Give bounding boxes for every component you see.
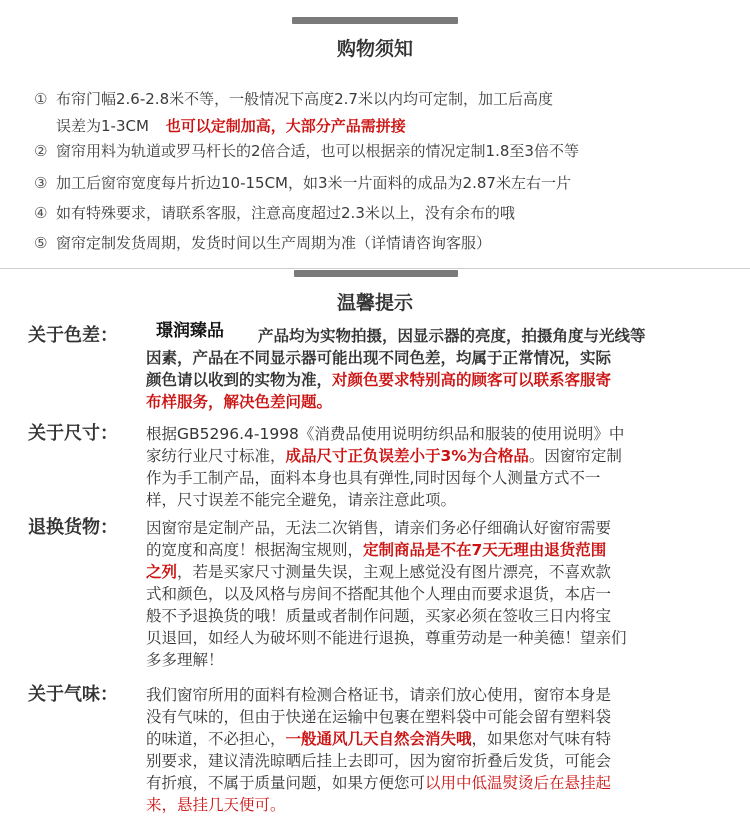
notice-text: 布帘门幅2.6-2.8米不等，一般情况下高度2.7米以内均可定制，加工后高度 <box>56 90 553 108</box>
brand-name: 璟润臻品 <box>156 321 224 341</box>
size-block <box>28 423 746 513</box>
notice-number: ⑤ <box>34 234 48 252</box>
returns-block <box>28 517 746 673</box>
color-highlight: 对颜色要求特别高的顾客可以联系客服寄 <box>332 371 612 389</box>
notice-number: ④ <box>34 204 48 222</box>
size-highlight: 成品尺寸正负误差小于3%为合格品 <box>285 447 529 465</box>
color-highlight-2: 布样服务，解决色差问题。 <box>146 393 333 411</box>
shopping-notice-title: 购物须知 <box>336 38 413 60</box>
returns-text-7: 多多理解！ <box>146 651 224 669</box>
notice-item-4 <box>34 200 734 227</box>
notice-highlight: 也可以定制加高，大部分产品需拼接 <box>165 117 406 135</box>
color-difference-block <box>28 321 746 415</box>
notice-number: ③ <box>34 174 48 192</box>
returns-text-3: ，若是买家尺寸测量失误，主观上感觉没有图片漂亮，不喜欢款 <box>177 563 612 581</box>
size-text-3: 作为手工制产品，面料本身也具有弹性,同时因每个人测量方式不一 <box>146 469 601 487</box>
color-text-2: 因素，产品在不同显示器可能出现不同色差，均属于正常情况，实际 <box>146 349 612 367</box>
returns-label: 退换货物： <box>28 517 118 538</box>
color-difference-label: 关于色差： <box>28 325 118 346</box>
smell-block <box>28 684 746 818</box>
notice-text: 加工后窗帘宽度每片折边10-15CM，如3米一片面料的成品为2.87米左右一片 <box>56 174 571 192</box>
smell-text-3: 的味道，不必担心， <box>146 730 286 748</box>
size-text-2b: 。因窗帘定制 <box>528 447 622 465</box>
notice-text: 窗帘定制发货周期，发货时间以生产周期为准（详情请咨询客服） <box>56 234 492 252</box>
color-text-3: 颜色请以收到的实物为准， <box>146 371 333 389</box>
section-rule <box>0 268 750 269</box>
returns-highlight: 定制商品是不在7天无理由退货范围 <box>363 541 607 559</box>
smell-text-4: 别要求，建议清洗晾晒后挂上去即可，因为窗帘折叠后发货，可能会 <box>146 752 612 770</box>
smell-text-1: 我们窗帘所用的面料有检测合格证书，请亲们放心使用，窗帘本身是 <box>146 686 612 704</box>
notice-text: 窗帘用料为轨道或罗马杆长的2倍合适，也可以根据亲的情况定制1.8至3倍不等 <box>56 142 579 160</box>
notice-item-1 <box>34 86 734 140</box>
returns-text-1: 因窗帘是定制产品，无法二次销售，请亲们务必仔细确认好窗帘需要 <box>146 519 612 537</box>
notice-item-2 <box>34 138 734 165</box>
smell-label: 关于气味： <box>28 684 118 705</box>
color-text-1: 产品均为实物拍摄，因显示器的亮度，拍摄角度与光线等 <box>258 327 646 345</box>
notice-number: ① <box>34 90 48 108</box>
notice-text: 如有特殊要求，请联系客服，注意高度超过2.3米以上，没有余布的哦 <box>56 204 515 222</box>
size-text-1: 根据GB5296.4-1998《消费品使用说明纺织品和服装的使用说明》中 <box>146 425 625 443</box>
smell-highlight-3: 来，悬挂几天便可。 <box>146 796 286 814</box>
notice-item-5 <box>34 230 734 257</box>
size-text-4: 样，尺寸误差不能完全避免，请亲注意此项。 <box>146 491 457 509</box>
smell-text-3b: ，如果您对气味有特 <box>471 730 612 748</box>
section-divider-bar <box>294 270 458 277</box>
notice-text-line2: 误差为1-3CM <box>56 117 149 135</box>
notice-number: ② <box>34 142 48 160</box>
notice-item-3 <box>34 170 734 197</box>
smell-text-2: 没有气味的，但由于快递在运输中包裹在塑料袋中可能会留有塑料袋 <box>146 708 612 726</box>
section-divider-bar <box>292 17 458 24</box>
smell-highlight-2: 以用中低温熨烫后在悬挂起 <box>425 774 612 792</box>
reminder-title: 温馨提示 <box>336 292 413 314</box>
returns-text-2: 的宽度和高度！根据淘宝规则， <box>146 541 364 559</box>
returns-text-5: 般不予退换货的哦！质量或者制作问题，买家必须在签收三日内将宝 <box>146 607 612 625</box>
returns-text-6: 贝退回，如经人为破坏则不能进行退换，尊重劳动是一种美德！望亲们 <box>146 629 627 647</box>
size-text-2: 家纺行业尺寸标准， <box>146 447 286 465</box>
smell-highlight: 一般通风几天自然会消失哦 <box>285 730 472 748</box>
size-label: 关于尺寸： <box>28 423 118 444</box>
returns-text-4: 式和颜色，以及风格与房间不搭配其他个人理由而要求退货，本店一 <box>146 585 612 603</box>
smell-text-5: 有折痕，不属于质量问题，如果方便您可 <box>146 774 426 792</box>
returns-highlight-2: 之列 <box>146 563 178 581</box>
